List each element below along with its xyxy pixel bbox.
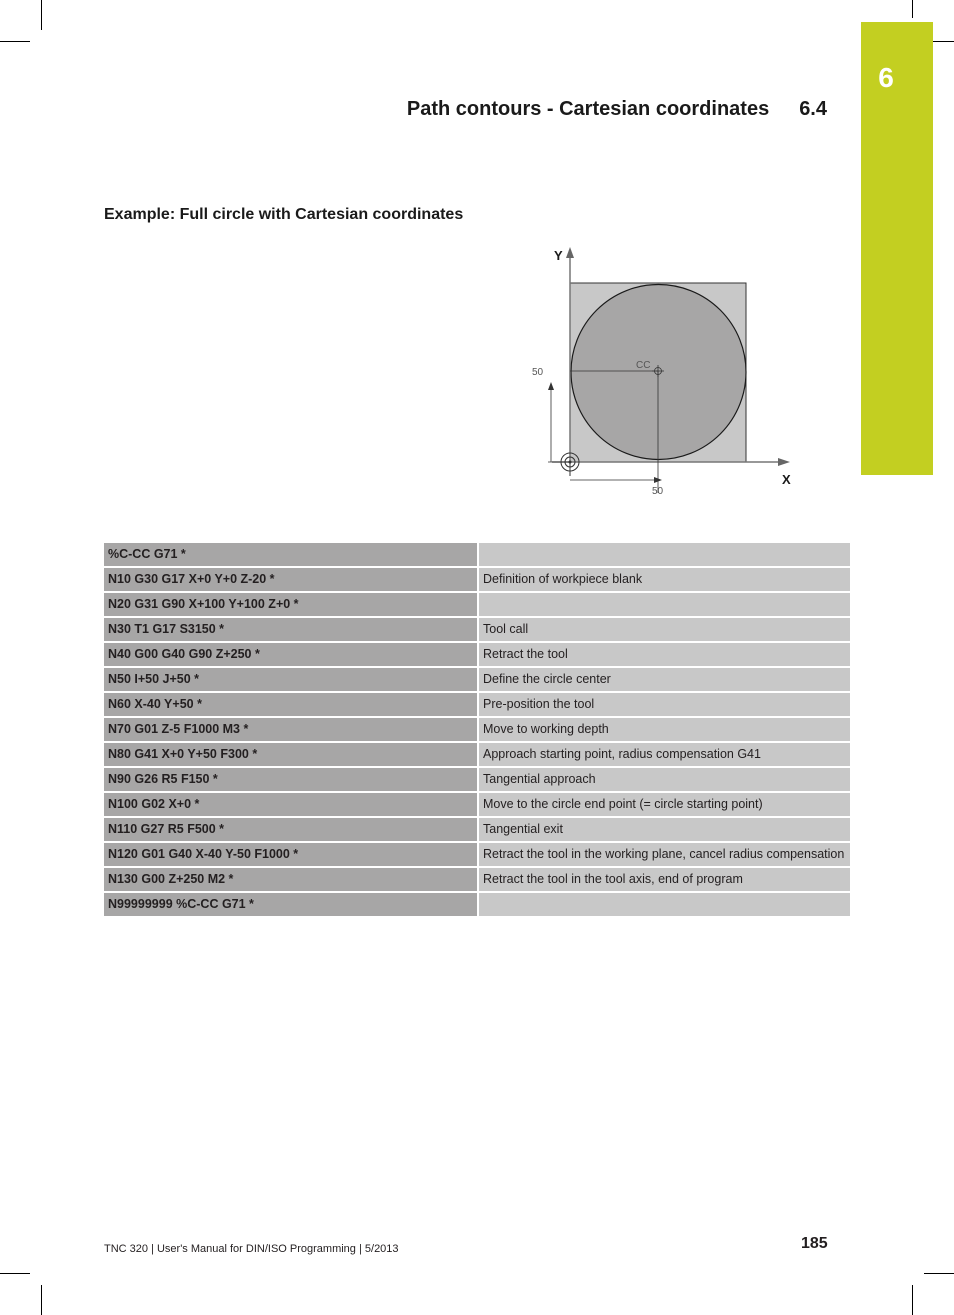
nc-block-description: Move to working depth [478,717,850,742]
y-axis-label: Y [554,248,563,263]
nc-block-code: N40 G00 G40 G90 Z+250 * [104,642,478,667]
nc-block-description [478,543,850,567]
datum-dot [569,461,572,464]
nc-block-code: N130 G00 Z+250 M2 * [104,867,478,892]
table-row [104,867,850,892]
nc-block-code: N60 X-40 Y+50 * [104,692,478,717]
table-row [104,567,850,592]
table-row [104,642,850,667]
crop-mark [912,0,913,18]
program-table-body [104,543,850,917]
nc-block-description [478,592,850,617]
y-axis-arrow [566,247,574,258]
chapter-tab [861,22,933,475]
nc-block-description: Retract the tool [478,642,850,667]
nc-block-code: N30 T1 G17 S3150 * [104,617,478,642]
x-dimension-label: 50 [652,486,664,497]
table-row [104,792,850,817]
nc-block-code: N120 G01 G40 X-40 Y-50 F1000 * [104,842,478,867]
table-row [104,742,850,767]
nc-block-code: N70 G01 Z-5 F1000 M3 * [104,717,478,742]
circle-contour [571,285,746,460]
crop-mark [924,1273,954,1274]
header-title: Path contours - Cartesian coordinates [406,98,770,120]
table-row [104,817,850,842]
page-number: 185 [801,1235,828,1252]
program-table [104,543,850,918]
nc-block-code: N50 I+50 J+50 * [104,667,478,692]
running-header [407,98,827,121]
nc-block-description: Tangential exit [478,817,850,842]
nc-block-description [478,892,850,917]
x-axis-arrow [778,458,790,466]
x-axis-label: X [782,472,791,487]
crop-mark [41,1285,42,1315]
crop-mark [0,41,30,42]
nc-block-code: N99999999 %C-CC G71 * [104,892,478,917]
nc-block-description: Retract the tool in the tool axis, end of program [478,867,850,892]
table-row [104,717,850,742]
table-row [104,767,850,792]
crop-mark [0,1273,30,1274]
nc-block-code: N20 G31 G90 X+100 Y+100 Z+0 * [104,592,478,617]
nc-block-code: N110 G27 R5 F500 * [104,817,478,842]
table-row [104,892,850,917]
nc-block-description: Definition of workpiece blank [478,567,850,592]
table-row [104,842,850,867]
nc-block-description: Tool call [478,617,850,642]
y-dimension-label: 50 [532,367,544,378]
table-row [104,543,850,567]
nc-block-code: N80 G41 X+0 Y+50 F300 * [104,742,478,767]
nc-block-description: Pre-position the tool [478,692,850,717]
nc-block-code: %C-CC G71 * [104,543,478,567]
header-section: 6.4 [799,98,827,120]
y-dimension-arrow [548,382,554,390]
footer-text: TNC 320 | User's Manual for DIN/ISO Programming | 5/2013 [104,1243,399,1255]
nc-block-description: Retract the tool in the working plane, cancel radius compensation [478,842,850,867]
nc-block-description: Tangential approach [478,767,850,792]
nc-block-code: N90 G26 R5 F150 * [104,767,478,792]
chapter-number: 6 [878,62,894,93]
center-label: CC [636,360,651,371]
table-row [104,592,850,617]
nc-block-code: N100 G02 X+0 * [104,792,478,817]
table-row [104,692,850,717]
table-row [104,617,850,642]
crop-mark [912,1285,913,1315]
nc-block-code: N10 G30 G17 X+0 Y+0 Z-20 * [104,567,478,592]
crop-mark [41,0,42,30]
table-row [104,667,850,692]
nc-block-description: Move to the circle end point (= circle starting point) [478,792,850,817]
full-circle-figure [520,240,800,500]
figure-svg [520,240,800,500]
section-title: Example: Full circle with Cartesian coordinates [104,206,464,223]
nc-block-description: Approach starting point, radius compensation G41 [478,742,850,767]
nc-block-description: Define the circle center [478,667,850,692]
